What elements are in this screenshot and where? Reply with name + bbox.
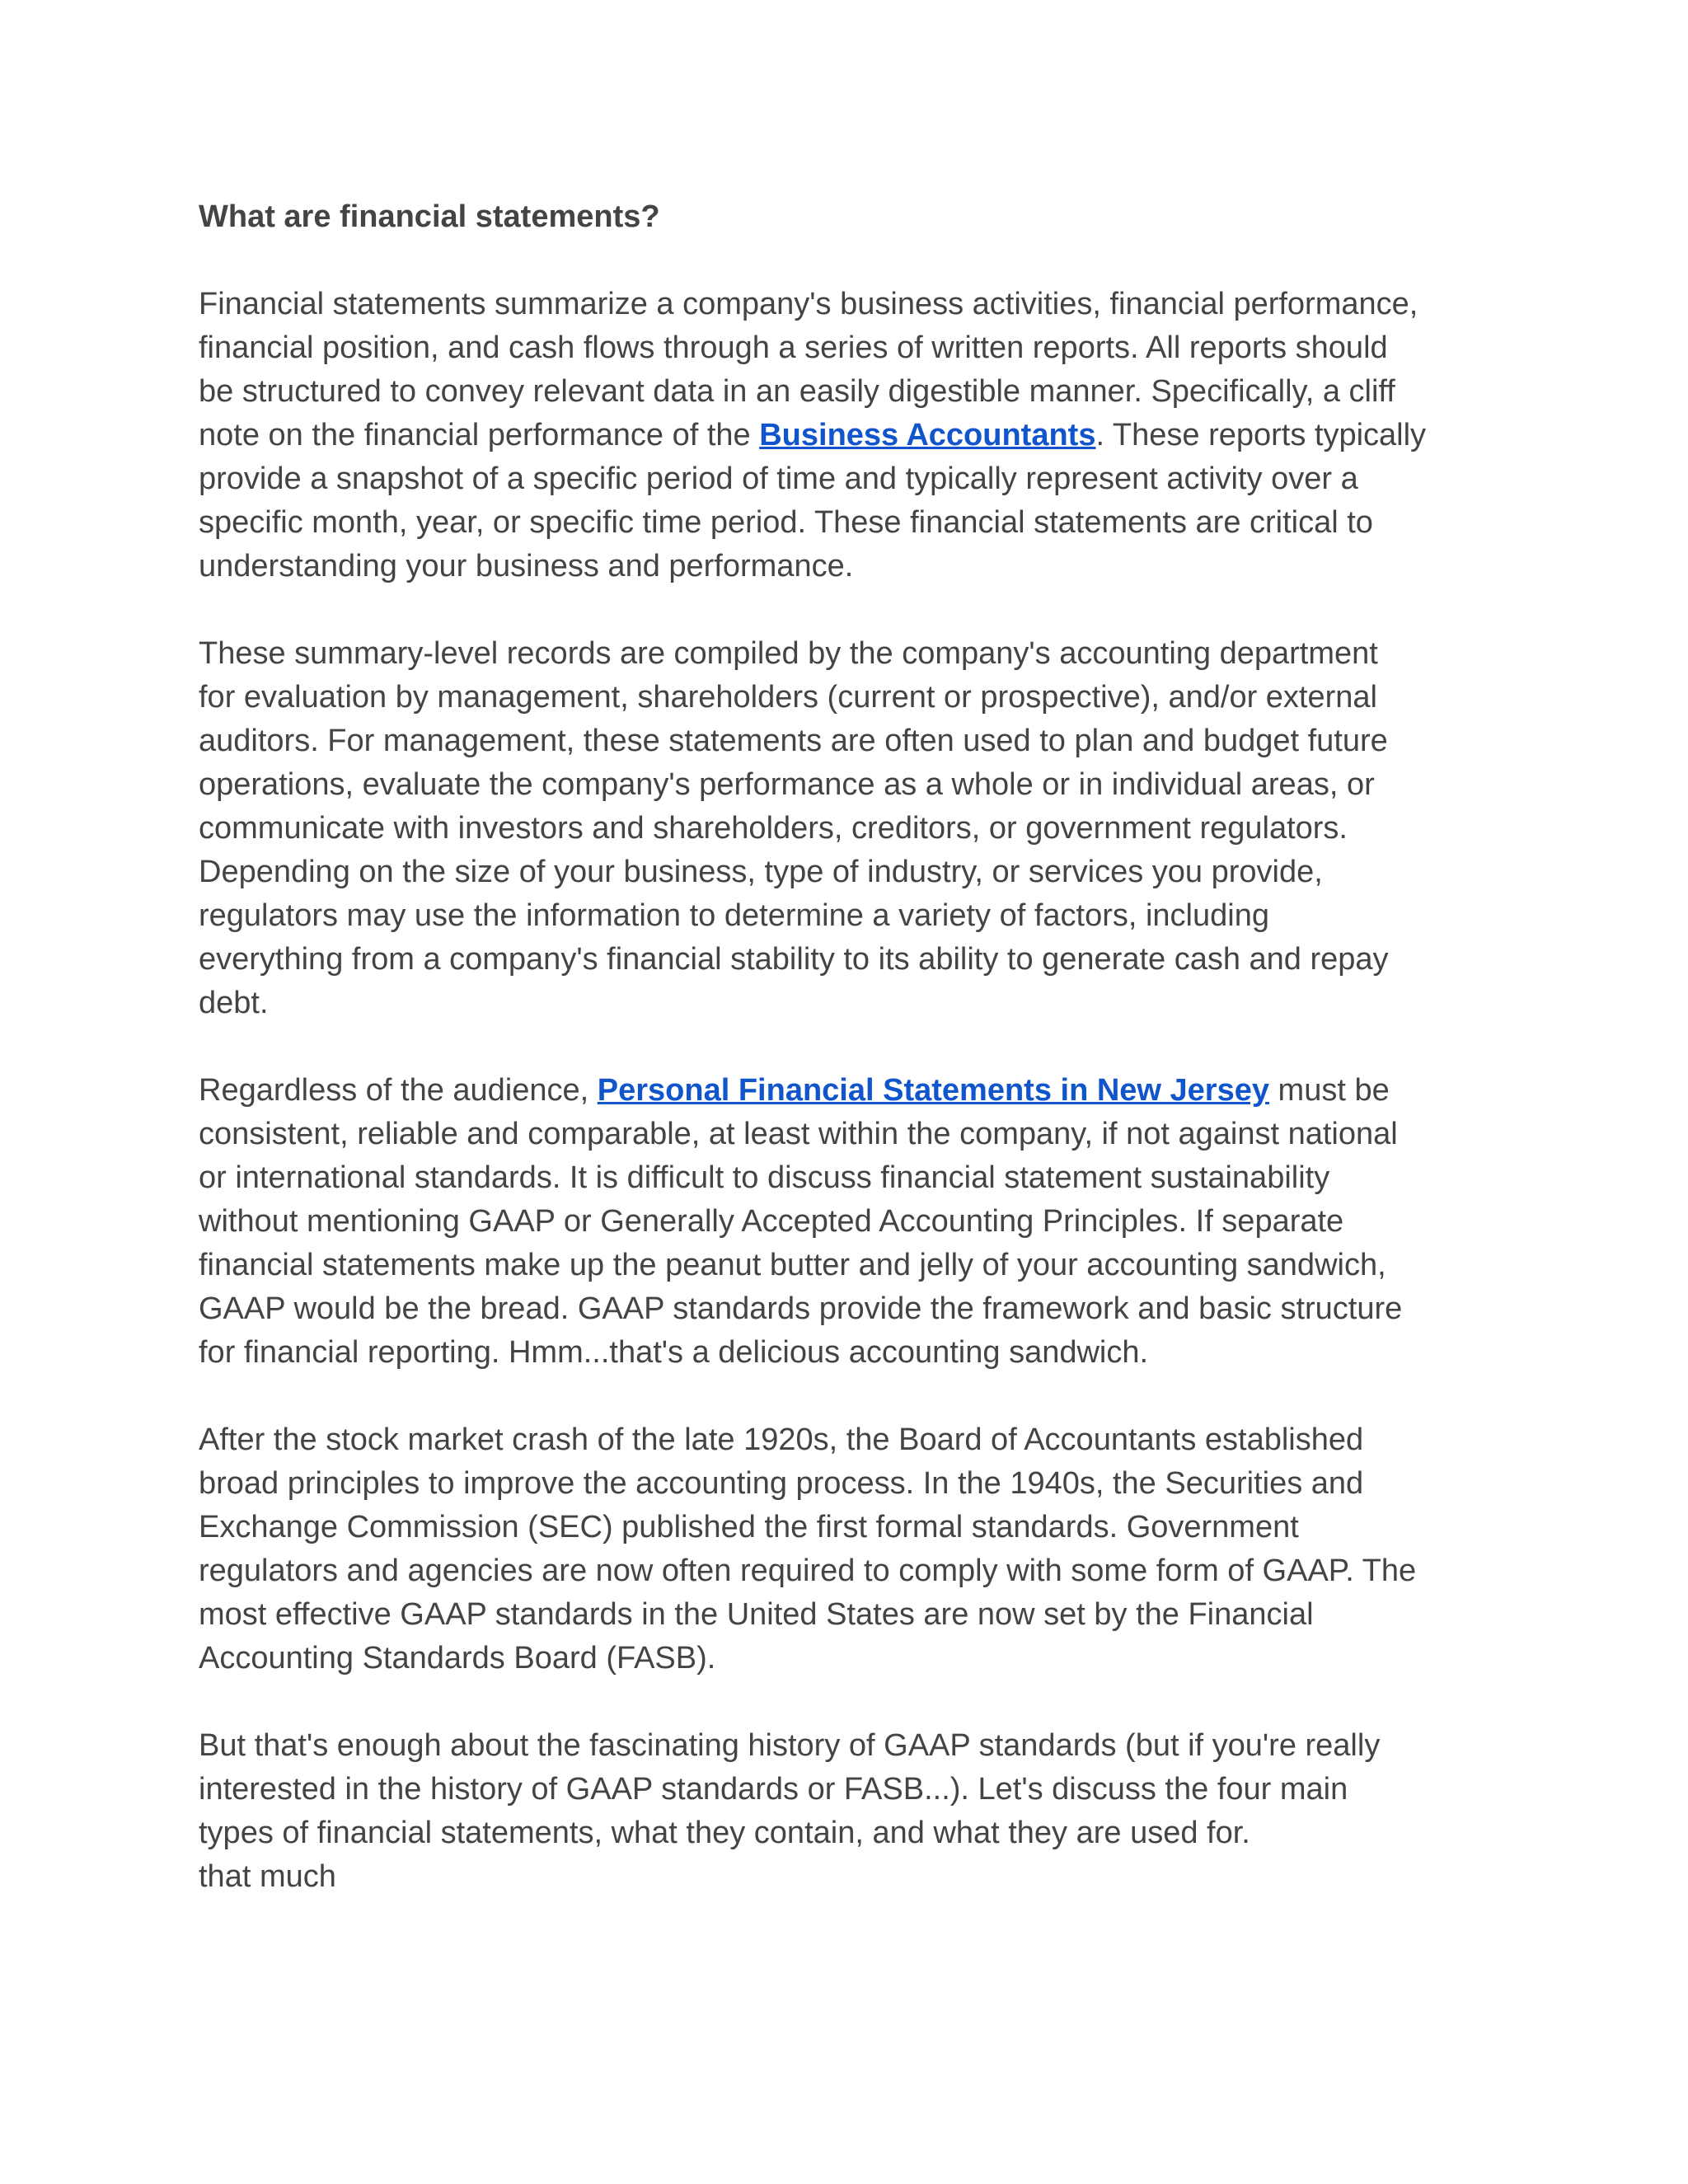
- paragraph-line: [199, 982, 1493, 1025]
- text-run: GAAP would be the bread. GAAP standards provide the framework and basic structure: [199, 1291, 1403, 1326]
- text-run: regulators may use the information to determine a variety of factors, including: [199, 898, 1269, 933]
- paragraph-p5: [199, 1724, 1493, 1899]
- paragraph-line: [199, 1768, 1493, 1811]
- paragraph-line: [199, 851, 1493, 894]
- paragraph-line: [199, 1069, 1493, 1113]
- text-run: most effective GAAP standards in the United States are now set by the Financial: [199, 1597, 1314, 1632]
- text-run: Depending on the size of your business, type of industry, or services you provide,: [199, 855, 1323, 889]
- paragraph-line: [199, 1855, 1493, 1899]
- text-run: that much: [199, 1859, 336, 1894]
- text-run: must be: [1268, 1073, 1390, 1108]
- paragraph-p1: [199, 283, 1493, 588]
- text-run: . These reports typically: [1095, 418, 1427, 452]
- paragraph-line: [199, 326, 1493, 370]
- paragraph-p2: [199, 632, 1493, 1025]
- text-run: communicate with investors and shareholders, creditors, or government regulators.: [199, 811, 1348, 846]
- paragraph-line: [199, 283, 1493, 326]
- paragraph-line: [199, 1724, 1493, 1768]
- text-run: operations, evaluate the company's performance as a whole or in individual areas, or: [199, 767, 1375, 802]
- paragraph-line: [199, 501, 1493, 545]
- text-run: financial position, and cash flows through a series of written reports. All reports should: [199, 330, 1388, 365]
- text-run: consistent, reliable and comparable, at least within the company, if not against national: [199, 1117, 1398, 1151]
- text-run: Financial statements summarize a company's business activities, financial performance,: [199, 287, 1418, 321]
- text-run: for evaluation by management, shareholders (current or prospective), and/or external: [199, 680, 1377, 715]
- text-run: be structured to convey relevant data in an easily digestible manner. Specifically, a cliff: [199, 374, 1395, 409]
- text-run: Accounting Standards Board (FASB).: [199, 1641, 716, 1675]
- text-run: for financial reporting. Hmm...that's a delicious accounting sandwich.: [199, 1335, 1149, 1370]
- document-page: [199, 195, 1493, 1943]
- paragraph-line: [199, 763, 1493, 807]
- text-run: provide a snapshot of a specific period of time and typically represent activity over a: [199, 462, 1358, 496]
- paragraph-line: [199, 414, 1493, 457]
- paragraph-line: [199, 894, 1493, 938]
- document-body: [199, 283, 1493, 1899]
- document-heading: What are financial statements?: [199, 199, 660, 234]
- text-run: Regardless of the audience,: [199, 1073, 598, 1108]
- paragraph-line: [199, 545, 1493, 588]
- paragraph-line: [199, 1287, 1493, 1331]
- paragraph-line: [199, 1200, 1493, 1244]
- text-run: debt.: [199, 986, 269, 1020]
- text-run: types of financial statements, what they contain, and what they are used for.: [199, 1816, 1250, 1850]
- text-run: note on the financial performance of the: [199, 418, 760, 452]
- paragraph-line: [199, 1811, 1493, 1855]
- text-run: Exchange Commission (SEC) published the first formal standards. Government: [199, 1510, 1299, 1544]
- text-run: These summary-level records are compiled by the company's accounting department: [199, 636, 1378, 671]
- text-run: After the stock market crash of the late 1920s, the Board of Accountants established: [199, 1422, 1364, 1457]
- text-run: interested in the history of GAAP standards or FASB...). Let's discuss the four main: [199, 1772, 1348, 1807]
- paragraph-line: [199, 676, 1493, 719]
- paragraph-line: [199, 719, 1493, 763]
- text-run: without mentioning GAAP or Generally Accepted Accounting Principles. If separate: [199, 1204, 1344, 1239]
- text-run: regulators and agencies are now often required to comply with some form of GAAP. The: [199, 1554, 1417, 1588]
- text-run: everything from a company's financial stability to its ability to generate cash and repay: [199, 942, 1389, 977]
- paragraph-p3: [199, 1069, 1493, 1375]
- paragraph-line: [199, 1637, 1493, 1680]
- link-personal-financial-statements-nj[interactable]: Personal Financial Statements in New Jersey: [597, 1073, 1269, 1108]
- paragraph-line: [199, 1462, 1493, 1506]
- paragraph-line: [199, 457, 1493, 501]
- paragraph-line: [199, 1244, 1493, 1287]
- text-run: or international standards. It is difficult to discuss financial statement sustainability: [199, 1160, 1330, 1195]
- paragraph-line: [199, 938, 1493, 982]
- text-run: understanding your business and performance.: [199, 549, 854, 583]
- paragraph-line: [199, 1549, 1493, 1593]
- paragraph-line: [199, 1506, 1493, 1549]
- paragraph-line: [199, 1418, 1493, 1462]
- paragraph-line: [199, 370, 1493, 414]
- text-run: specific month, year, or specific time period. These financial statements are critical to: [199, 505, 1373, 540]
- text-run: financial statements make up the peanut butter and jelly of your accounting sandwich,: [199, 1248, 1386, 1282]
- paragraph-line: [199, 1113, 1493, 1156]
- paragraph-line: [199, 1593, 1493, 1637]
- text-run: But that's enough about the fascinating history of GAAP standards (but if you're really: [199, 1728, 1381, 1763]
- paragraph-line: [199, 632, 1493, 676]
- text-run: broad principles to improve the accounting process. In the 1940s, the Securities and: [199, 1466, 1364, 1501]
- paragraph-line: [199, 1331, 1493, 1375]
- text-run: auditors. For management, these statements are often used to plan and budget future: [199, 724, 1388, 758]
- paragraph-line: [199, 807, 1493, 851]
- link-business-accountants[interactable]: Business Accountants: [759, 418, 1096, 452]
- paragraph-line: [199, 1156, 1493, 1200]
- paragraph-p4: [199, 1418, 1493, 1680]
